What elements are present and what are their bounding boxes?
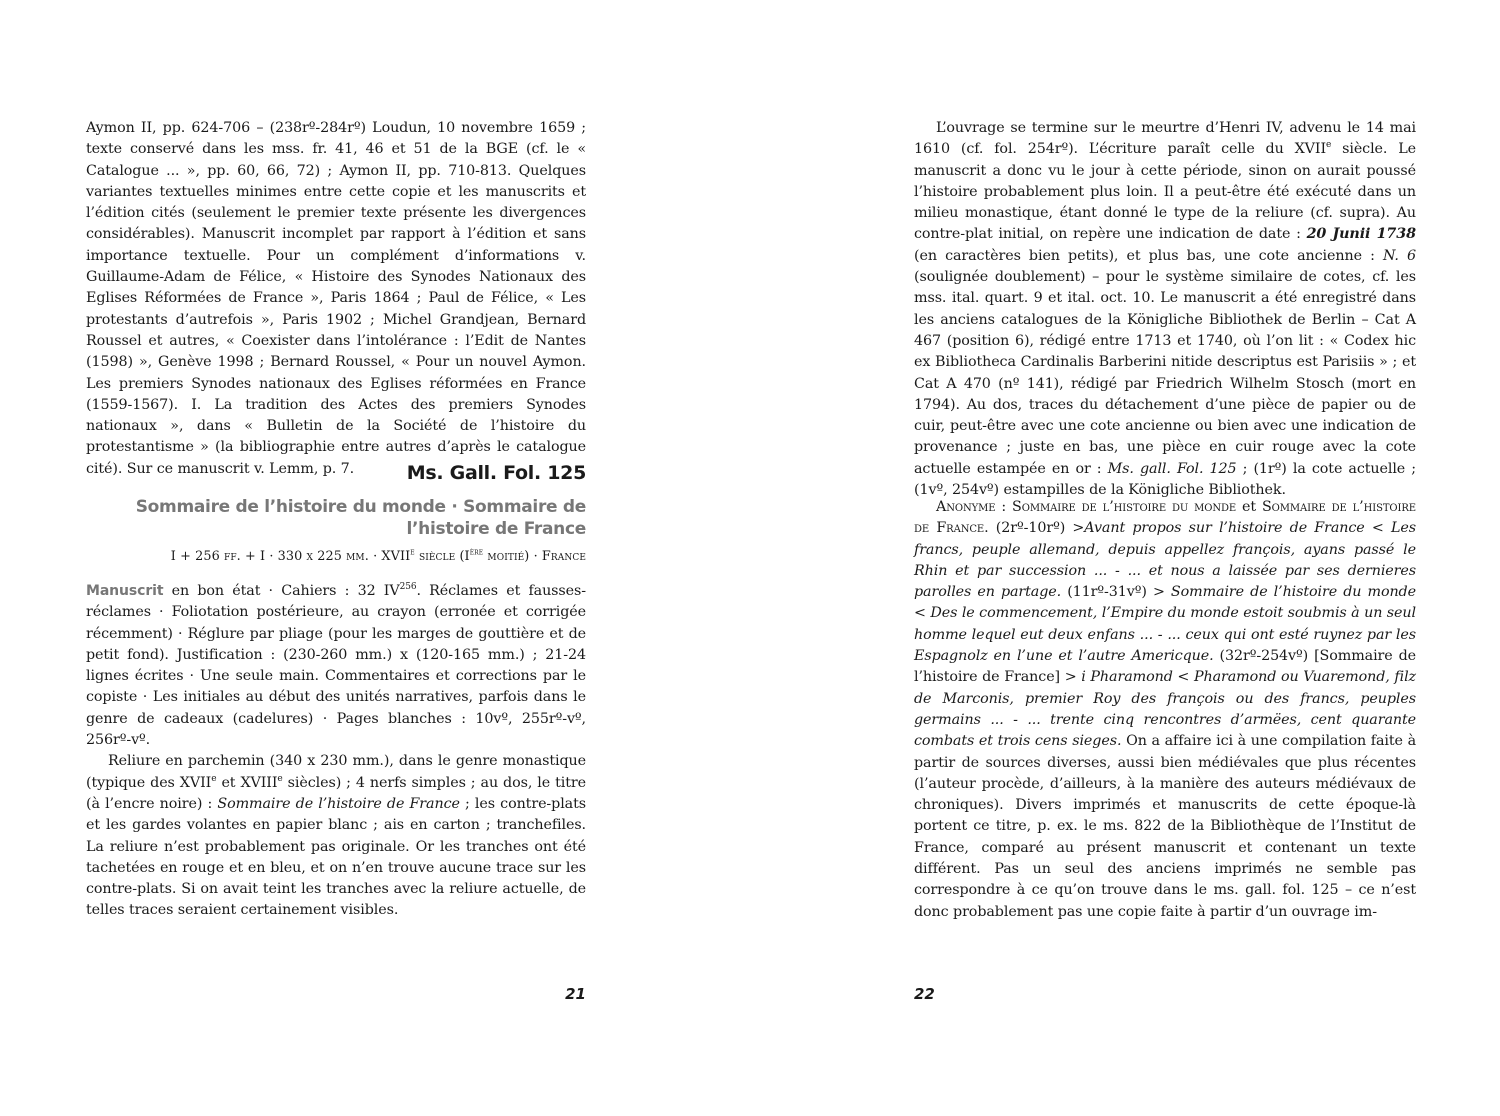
manuscrit-paragraph: Manuscrit en bon état · Cahiers : 32 IV$^{256}$. Réclames et fausses-réclames · Foliotation postérieure, au crayon (erronée et corrigée récemment) · Réglure par pliage (pour les marges de gouttière et de petit fond). Justification : (230-260 mm.) x (120-165 mm.) ; 21-24 lignes écrites · Une seule main. Commentaires et corrections par le copiste · Les initiales au début des unités narratives, parfois dans le genre de cadeaux (cadelures) · Pages blanches : 10vº, 255rº-vº, 256rº-vº. bbox=[86, 582, 586, 749]
anonyme-block bbox=[914, 497, 1416, 923]
aymon-paragraph-block bbox=[86, 118, 586, 480]
description-block bbox=[86, 581, 586, 922]
reliure-paragraph: Reliure en parchemin (340 x 230 mm.), dans le genre monastique (typique des XVIIe et XVIIIe siècles) ; 4 nerfs simples ; au dos, le titre (à l’encre noire) : Sommaire de l’histoire de France ; les contre-plats et les gardes volantes en papier blanc ; ais en carton ; tranchefiles. La reliure n’est probablement pas originale. Or les tranches ont été tachetées en rouge et en bleu, et on n’en trouve aucune trace sur les contre-plats. Si on avait teint les tranches avec la reliure actuelle, de telles traces seraient certainement visibles. bbox=[86, 753, 586, 919]
physical-description: I + 256 ff. + I · 330 x 225 mm. · $XVII^e$ siècle (Ière moitié) · France bbox=[170, 547, 586, 564]
anonyme-paragraph: Anonyme : Sommaire de l’histoire du monde et Sommaire de l’histoire de France. (2rº-10rº) >Avant propos sur l’histoire de France < Les francs, peuple allemand, depuis appellez françois, ayans passé le Rhin et par succession ... - ... et nous a laissée par ses dernieres parolles en partage. (11rº-31vº) > Sommaire de l’histoire du monde < Des le commencement, l’Empire du monde estoit soubmis à un seul homme lequel eut deux enfans ... - ... ceux qui ont esté ruynez par les Espagnolz en l’une et l’autre Americque. (32rº-254vº) [Sommaire de l’histoire de France] > i Pharamond < Pharamond ou Vuaremond, filz de Marconis, premier Roy des françois ou des francs, peuples germains ... - ... trente cinq rencontres d’armëes, cent quarante combats et trois cens sieges. On a affaire ici à une compilation faite à partir de sources diverses, aussi bien médiévales que plus récentes (l’auteur procède, d’ailleurs, à la manière des auteurs médiévaux de chroniques). Divers imprimés et manuscrits de cette époque-là portent ce titre, p. ex. le ms. 822 de la Bibliothèque de l’Institut de France, comparé au présent manuscrit et contenant un texte différent. Pas un seul des anciens imprimés ne semble pas correspondre à ce qu’on trouve dans le ms. gall. fol. 125 – ce n’est donc probablement pas une copie faite à partir d’un ouvrage im- bbox=[914, 499, 1416, 920]
manuscrit-label: Manuscrit bbox=[86, 583, 164, 599]
ouvrage-paragraph: L’ouvrage se termine sur le meurtre d’Henri IV, advenu le 14 mai 1610 (cf. fol. 254rº). L’écriture paraît celle du XVIIe siècle. Le manuscrit a donc vu le jour à cette période, sinon on aurait poussé l’histoire probablement plus loin. Il a peut-être été exécuté dans un milieu monastique, étant donné le type de la reliure (cf. supra). Au contre-plat initial, on repère une indication de date : 20 Junii 1738 (en caractères bien petits), et plus bas, une cote ancienne : N. 6 (soulignée doublement) – pour le système similaire de cotes, cf. les mss. ital. quart. 9 et ital. oct. 10. Le manuscrit a été enregistré dans les anciens catalogues de la Königliche Bibliothek de Berlin – Cat A 467 (position 6), rédigé entre 1713 et 1740, où l’on lit : « Codex hic ex Bibliotheca Cardinalis Barberini nitide descriptus est Parisiis » ; et Cat A 470 (nº 141), rédigé par Friedrich Wilhelm Stosch (mort en 1794). Au dos, traces du détachement d’une pièce de papier ou de cuir, peut-être avec une cote ancienne ou bien avec une indication de provenance ; juste en bas, une pièce en cuir rouge avec la cote actuelle estampée en or : Ms. gall. Fol. 125 ; (1rº) la cote actuelle ; (1vº, 254vº) estampilles de la Königliche Bibliothek. bbox=[914, 120, 1416, 499]
right-page bbox=[914, 0, 1416, 1116]
work-title-heading: Sommaire de l’histoire du monde · Sommaire de l’histoire de France bbox=[135, 497, 586, 539]
shelfmark-heading: Ms. Gall. Fol. 125 bbox=[406, 462, 586, 484]
ouvrage-block bbox=[914, 118, 1416, 501]
page-number-left: 21 bbox=[565, 985, 586, 1003]
page-number-right: 22 bbox=[914, 985, 935, 1003]
left-page bbox=[86, 0, 586, 1116]
aymon-paragraph: Aymon II, pp. 624-706 – (238rº-284rº) Loudun, 10 novembre 1659 ; texte conservé dans les mss. fr. 41, 46 et 51 de la BGE (cf. le « Catalogue ... », pp. 60, 66, 72) ; Aymon II, pp. 710-813. Quelques variantes textuelles minimes entre cette copie et les manuscrits et l’édition cités (seulement le premier texte présente les divergences considérables). Manuscrit incomplet par rapport à l’édition et sans importance textuelle. Pour un complément d’informations v. Guillaume-Adam de Félice, « Histoire des Synodes Nationaux des Eglises Réformées de France », Paris 1864 ; Paul de Félice, « Les protestants d’autrefois », Paris 1902 ; Michel Grandjean, Bernard Roussel et autres, « Coexister dans l’intolérance : l’Edit de Nantes (1598) », Genève 1998 ; Bernard Roussel, « Pour un nouvel Aymon. Les premiers Synodes nationaux des Eglises réformées en France (1559-1567). I. La tradition des Actes des premiers Synodes nationaux », dans « Bulletin de la Société de l’histoire du protestantisme » (la bibliographie entre autres d’après le catalogue cité). Sur ce manuscrit v. Lemm, p. 7. bbox=[86, 120, 586, 477]
